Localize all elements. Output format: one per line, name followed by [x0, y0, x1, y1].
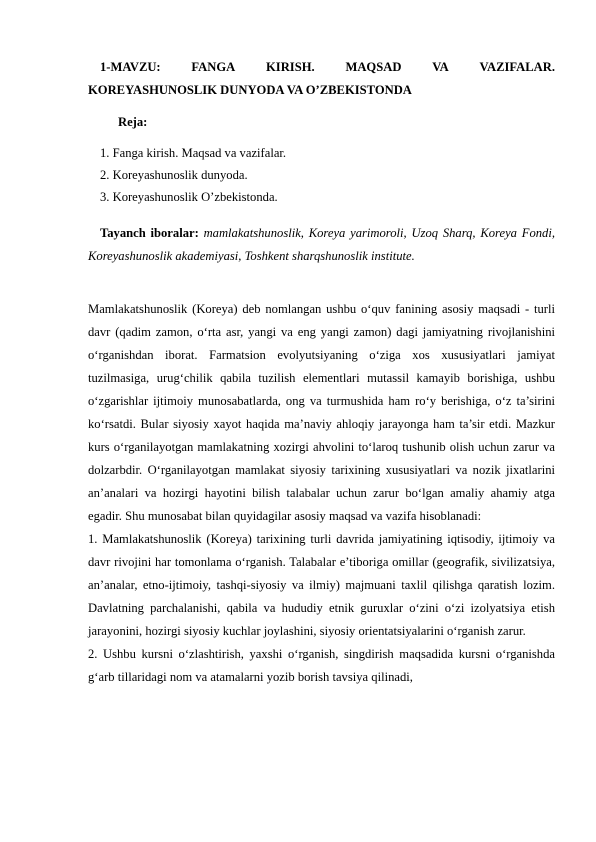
body-text — [88, 298, 555, 689]
title-word: 1-MAVZU: — [100, 60, 161, 74]
plan-item: 2. Koreyashunoslik dunyoda. — [100, 168, 248, 182]
document-page — [88, 56, 555, 689]
title-word: KIRISH. — [266, 60, 315, 74]
document-title — [88, 56, 555, 102]
title-line-2: KOREYASHUNOSLIK DUNYODA VA O’ZBEKISTONDA — [88, 83, 412, 97]
plan-item: 1. Fanga kirish. Maqsad va vazifalar. — [100, 146, 287, 160]
body-paragraph: Mamlakatshunoslik (Koreya) deb nomlangan ushbu o‘quv fanining asosiy maqsadi - turli davr (qadim zamon, o‘rta asr, yangi va eng yangi zamon) dagi jamiyatning rivojlanishini o‘rganishdan iborat. Farmatsion evolyutsiyaning o‘ziga xos xususiyatlari jamiyat tuzilmasiga, urug‘chilik qabila tuzilish elementlari mutassil kamayib borishiga, ushbu o‘zgarishlar ijtimoiy munosabatlarda, ong va turmushida ham ro‘y berishiga, o‘z ta’sirini ko‘rsatdi. Bular siyosiy xayot haqida ma’naviy ahloqiy jarayonga ham ta’sir etdi. Mazkur kurs o‘rganilayotgan mamlakatning xozirgi ahvolini to‘laroq tushunib olish uchun zarur va dolzarbdir. O‘rganilayotgan mamlakat siyosiy tarixining xususiyatlari va nozik jixatlarini an’analari va hozirgi hayotini bilish talabalar uchun zarur bo‘lgan amaliy ahamiy atga egadir. Shu munosabat bilan quyidagilar asosiy maqsad va vazifa hisoblanadi: — [88, 302, 555, 523]
keywords-text: mamlakatshunoslik, Koreya yarimoroli, Uzoq Sharq, Koreya Fondi, Koreyashunoslik akademiyasi, Toshkent sharqshunoslik institute. — [88, 226, 555, 263]
title-word: VA — [432, 60, 449, 74]
keywords-label: Tayanch iboralar: — [100, 226, 199, 240]
body-paragraph: 2. Ushbu kursni o‘zlashtirish, yaxshi o‘rganish, singdirish maqsadida kursni o‘rganishda g‘arb tillaridagi nom va atamalarni yozib borish tavsiya qilinadi, — [88, 647, 555, 684]
body-paragraph: 1. Mamlakatshunoslik (Koreya) tarixining turli davrida jamiyatining iqtisodiy, ijtimoiy va davr rivojini har tomonlama o‘rganish. Talabalar e’tiboriga omillar (geografik, sivilizatsiya, an’analar, etno-ijtimoiy, tashqi-siyosiy va ilmiy) majmuani taxlil qilishga qaratish lozim. Davlatning parchalanishi, qabila va hududiy etnik guruxlar o‘zini o‘zi izolyatsiya etish jarayonini, hozirgi siyosiy kuchlar joylashini, siyosiy orientatsiyalarini o‘rganish zarur. — [88, 532, 555, 638]
plan-list — [88, 142, 555, 208]
keywords-paragraph — [88, 222, 555, 268]
plan-item: 3. Koreyashunoslik O’zbekistonda. — [100, 190, 278, 204]
title-word: MAQSAD — [345, 60, 402, 74]
title-line-1 — [88, 56, 555, 79]
title-word: FANGA — [191, 60, 236, 74]
plan-heading: Reja: — [118, 115, 148, 129]
title-word: VAZIFALAR. — [479, 60, 555, 74]
